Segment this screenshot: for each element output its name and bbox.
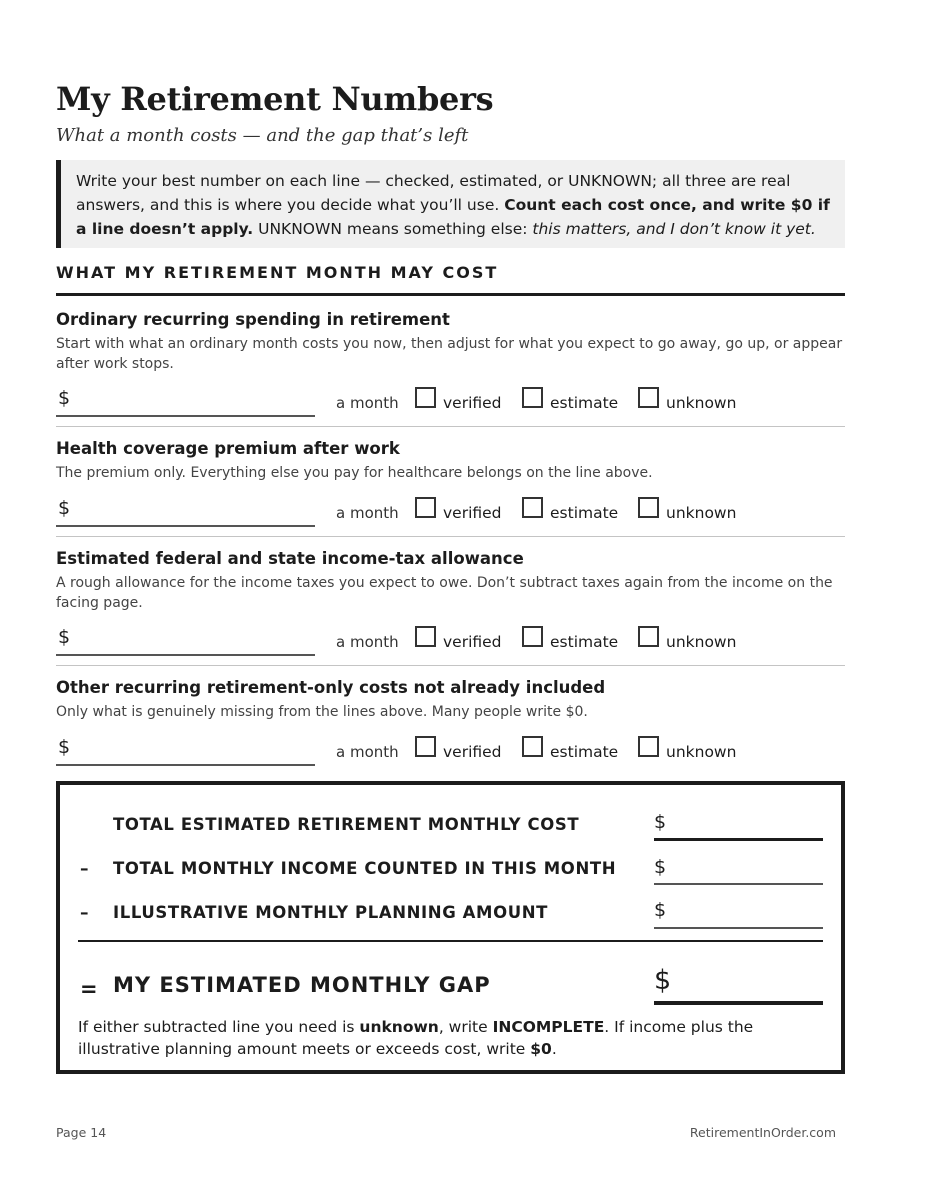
monthly-gap-calculation-box bbox=[56, 781, 845, 1074]
dollar-sign: $ bbox=[58, 387, 71, 409]
unknown-checkbox[interactable] bbox=[638, 736, 659, 757]
unknown-label: unknown bbox=[666, 743, 737, 761]
item-title: Other recurring retirement-only costs not already included bbox=[56, 678, 606, 697]
estimate-checkbox[interactable] bbox=[522, 387, 543, 408]
per-month-label: a month bbox=[336, 633, 399, 651]
dollar-sign: $ bbox=[654, 965, 672, 996]
estimate-checkbox[interactable] bbox=[522, 497, 543, 518]
callout-text: Write your best number on each line — checked, estimated, or UNKNOWN; all three are real answers, and this is where you decide what you’ll use. bbox=[76, 172, 791, 214]
note-text: . bbox=[551, 1040, 557, 1058]
entry-row bbox=[56, 495, 845, 535]
verified-checkbox[interactable] bbox=[415, 387, 436, 408]
page-title: My Retirement Numbers bbox=[56, 80, 494, 118]
planning-amount-input-line[interactable] bbox=[654, 927, 823, 929]
instructions-callout bbox=[56, 160, 845, 248]
note-text: . If income plus the illustrative planning amount meets or exceeds cost, write bbox=[78, 1018, 754, 1058]
dollar-sign: $ bbox=[58, 497, 71, 519]
gap-instructions-note bbox=[78, 1016, 823, 1060]
item-description: Start with what an ordinary month costs you now, then adjust for what you expect to go away, go up, or appear after work stops. bbox=[56, 336, 843, 372]
callout-bold-text: Count each cost once, and write $0 if a line doesn’t apply. bbox=[76, 196, 830, 238]
estimate-label: estimate bbox=[550, 394, 619, 412]
equals-operator: = bbox=[80, 977, 98, 1001]
dollar-sign: $ bbox=[654, 811, 667, 833]
item-divider bbox=[56, 426, 845, 427]
unknown-checkbox[interactable] bbox=[638, 626, 659, 647]
estimate-label: estimate bbox=[550, 633, 619, 651]
verified-checkbox[interactable] bbox=[415, 497, 436, 518]
dollar-sign: $ bbox=[654, 856, 667, 878]
item-divider bbox=[56, 665, 845, 666]
unknown-label: unknown bbox=[666, 633, 737, 651]
estimate-label: estimate bbox=[550, 504, 619, 522]
total-cost-label: TOTAL ESTIMATED RETIREMENT MONTHLY COST bbox=[113, 815, 580, 834]
monthly-gap-input-line[interactable] bbox=[654, 1001, 823, 1005]
verified-label: verified bbox=[443, 633, 502, 651]
amount-input-line[interactable] bbox=[56, 525, 315, 527]
planning-amount-label: ILLUSTRATIVE MONTHLY PLANNING AMOUNT bbox=[113, 903, 548, 922]
note-text: If either subtracted line you need is bbox=[78, 1018, 360, 1036]
note-bold-zero: $0 bbox=[530, 1040, 552, 1058]
amount-input-line[interactable] bbox=[56, 654, 315, 656]
per-month-label: a month bbox=[336, 743, 399, 761]
unknown-checkbox[interactable] bbox=[638, 497, 659, 518]
total-income-input-line[interactable] bbox=[654, 883, 823, 885]
verified-label: verified bbox=[443, 743, 502, 761]
amount-input-line[interactable] bbox=[56, 415, 315, 417]
page-number: Page 14 bbox=[56, 1125, 107, 1140]
monthly-gap-label: MY ESTIMATED MONTHLY GAP bbox=[113, 973, 491, 997]
total-income-label: TOTAL MONTHLY INCOME COUNTED IN THIS MONTH bbox=[113, 859, 617, 878]
minus-operator: – bbox=[80, 859, 89, 879]
verified-label: verified bbox=[443, 394, 502, 412]
item-title: Ordinary recurring spending in retirement bbox=[56, 310, 450, 329]
callout-text-2: UNKNOWN means something else: bbox=[253, 220, 533, 238]
note-bold-incomplete: INCOMPLETE bbox=[492, 1018, 605, 1036]
item-description: Only what is genuinely missing from the lines above. Many people write $0. bbox=[56, 704, 588, 720]
section-rule bbox=[56, 293, 845, 296]
estimate-checkbox[interactable] bbox=[522, 736, 543, 757]
estimate-checkbox[interactable] bbox=[522, 626, 543, 647]
total-cost-input-line[interactable] bbox=[654, 838, 823, 841]
item-divider bbox=[56, 536, 845, 537]
amount-input-line[interactable] bbox=[56, 764, 315, 766]
entry-row bbox=[56, 385, 845, 425]
entry-row bbox=[56, 624, 845, 664]
item-title: Health coverage premium after work bbox=[56, 439, 400, 458]
website-footer: RetirementInOrder.com bbox=[689, 1125, 836, 1140]
box-divider bbox=[78, 940, 823, 942]
callout-italic-text: this matters, and I don’t know it yet. bbox=[532, 220, 816, 238]
unknown-checkbox[interactable] bbox=[638, 387, 659, 408]
estimate-label: estimate bbox=[550, 743, 619, 761]
section-heading: WHAT MY RETIREMENT MONTH MAY COST bbox=[56, 263, 499, 282]
per-month-label: a month bbox=[336, 504, 399, 522]
per-month-label: a month bbox=[336, 394, 399, 412]
verified-label: verified bbox=[443, 504, 502, 522]
item-description: A rough allowance for the income taxes you expect to owe. Don’t subtract taxes again from the income on the facing page. bbox=[56, 575, 833, 611]
minus-operator: – bbox=[80, 903, 89, 923]
entry-row bbox=[56, 734, 845, 774]
dollar-sign: $ bbox=[58, 736, 71, 758]
note-bold-unknown: unknown bbox=[359, 1018, 439, 1036]
item-description: The premium only. Everything else you pay for healthcare belongs on the line above. bbox=[56, 465, 653, 481]
verified-checkbox[interactable] bbox=[415, 626, 436, 647]
verified-checkbox[interactable] bbox=[415, 736, 436, 757]
page-subtitle: What a month costs — and the gap that’s left bbox=[56, 125, 469, 146]
item-title: Estimated federal and state income-tax allowance bbox=[56, 549, 524, 568]
dollar-sign: $ bbox=[58, 626, 71, 648]
dollar-sign: $ bbox=[654, 899, 667, 921]
note-text: , write bbox=[438, 1018, 493, 1036]
unknown-label: unknown bbox=[666, 394, 737, 412]
unknown-label: unknown bbox=[666, 504, 737, 522]
